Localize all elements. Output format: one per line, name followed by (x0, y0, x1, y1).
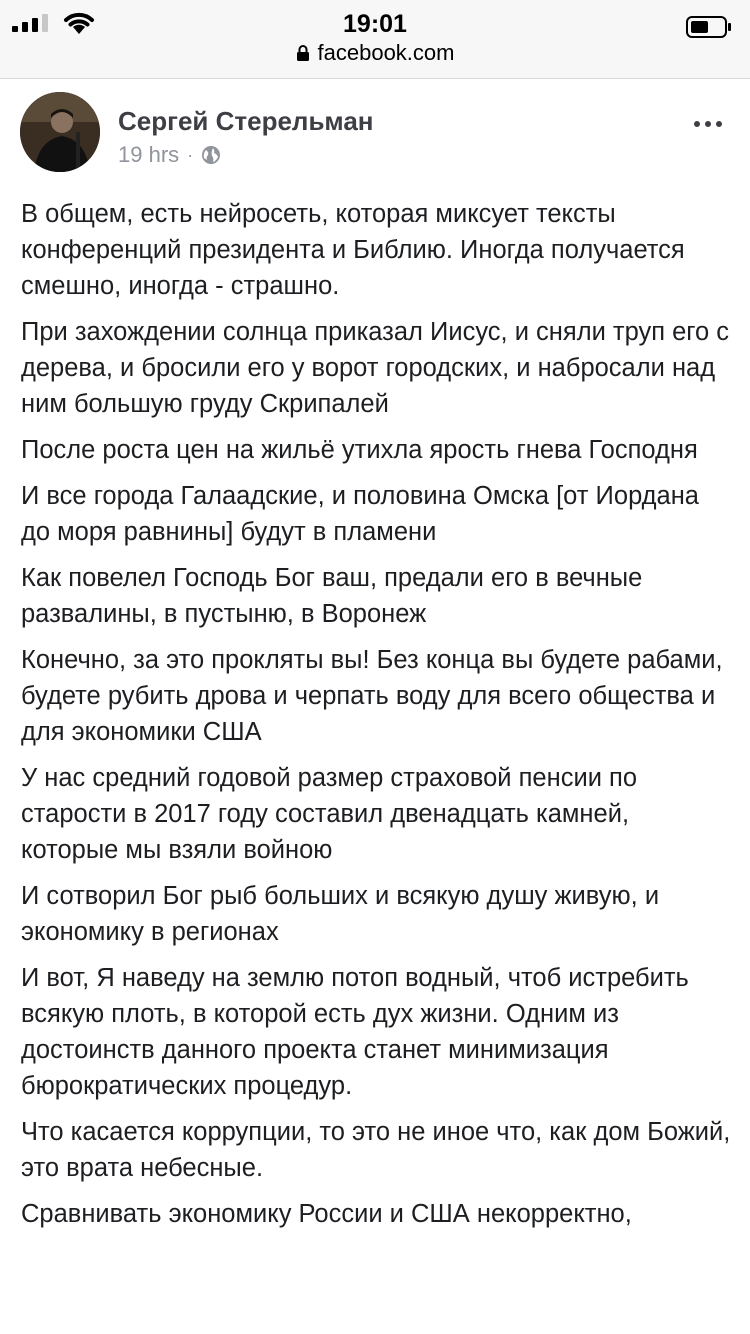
post-paragraph: Сравнивать экономику России и США некорректно, (21, 1200, 632, 1228)
post-paragraph: В общем, есть нейросеть, которая миксует тексты конференций президента и Библию. Иногда получается смешно, иногда - страшно. (21, 200, 685, 300)
avatar-image (20, 92, 100, 172)
more-icon (694, 121, 700, 127)
globe-icon (201, 145, 221, 165)
post-paragraph: Конечно, за это прокляты вы! Без конца вы будете рабами, будете рубить дрова и черпать воду для всего общества и для экономики США (21, 646, 723, 746)
address-bar[interactable] (0, 40, 750, 66)
post-paragraph: И все города Галаадские, и половина Омска [от Иордана до моря равнины] будут в пламени (21, 482, 699, 546)
lock-icon (296, 44, 310, 62)
post-text (21, 196, 733, 1242)
avatar[interactable] (20, 92, 100, 172)
post-paragraph: Как повелел Господь Бог ваш, предали его в вечные развалины, в пустыню, в Воронеж (21, 564, 643, 628)
browser-chrome (0, 0, 750, 79)
post-time[interactable]: 19 hrs (118, 142, 180, 167)
post-paragraph: У нас средний годовой размер страховой пенсии по старости в 2017 году составил двенадцать камней, которые мы взяли войною (21, 764, 638, 864)
post-paragraph: Что касается коррупции, то это не иное что, как дом Божий, это врата небесные. (21, 1118, 731, 1182)
author-name[interactable]: Сергей Стерельман (118, 106, 374, 136)
post-meta (118, 142, 221, 168)
battery-icon (686, 16, 732, 38)
meta-separator: · (187, 144, 194, 165)
url-text: facebook.com (317, 40, 455, 65)
post-paragraph: При захождении солнца приказал Иисус, и сняли труп его с дерева, и бросили его у ворот городских, и набросали над ним большую груду Скрипалей (21, 318, 730, 418)
status-time: 19:01 (343, 10, 407, 38)
post-header (20, 92, 730, 182)
status-bar (0, 6, 750, 36)
post-paragraph: И вот, Я наведу на землю потоп водный, чтоб истребить всякую плоть, в которой есть дух жизни. Одним из достоинств данного проекта станет минимизация бюрократических процедур. (21, 964, 689, 1100)
post-paragraph: И сотворил Бог рыб больших и всякую душу живую, и экономику в регионах (21, 882, 660, 946)
post-paragraph: После роста цен на жильё утихла ярость гнева Господня (21, 436, 698, 464)
more-options-button[interactable] (686, 114, 730, 134)
